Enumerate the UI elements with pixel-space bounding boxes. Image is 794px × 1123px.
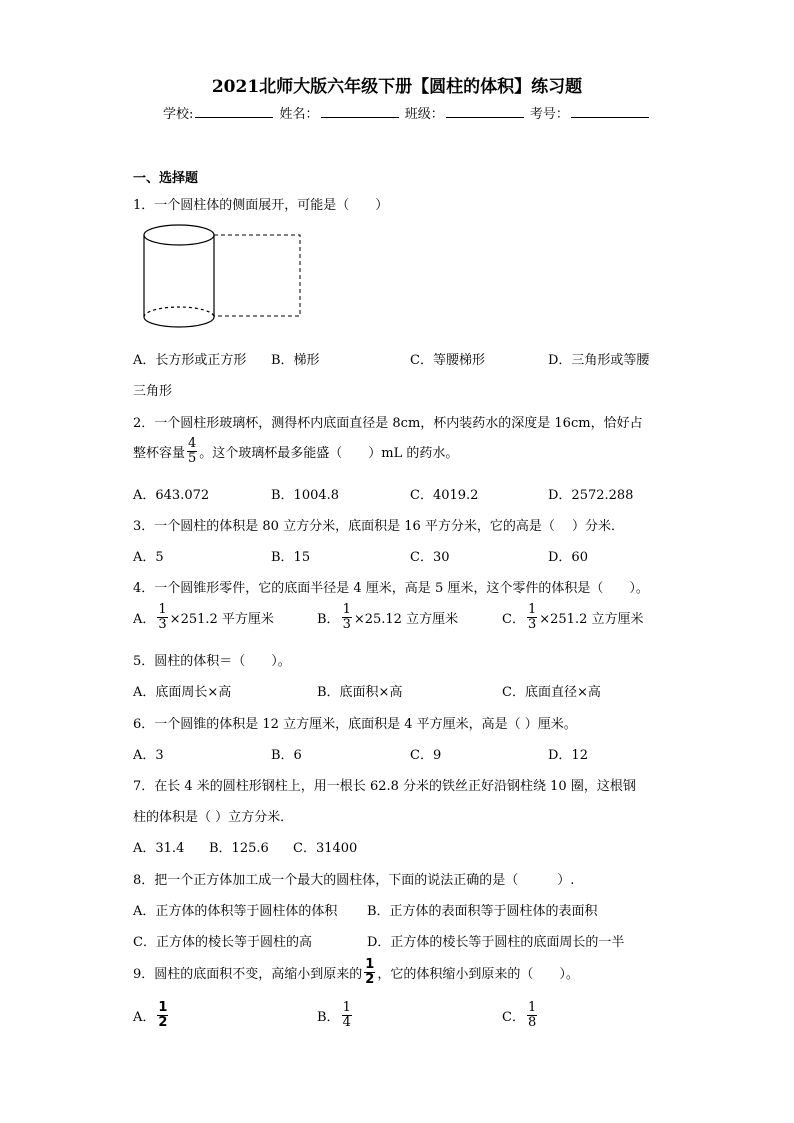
q4-option-b[interactable] (317, 603, 458, 632)
q9-a-label: A． (133, 1010, 156, 1025)
q9-b-fraction (342, 1001, 352, 1030)
q4-option-c[interactable] (502, 603, 643, 632)
q6-option-b[interactable]: B．6 (271, 748, 302, 763)
q7-stem-line2: 柱的体积是（ ）立方分米． (133, 810, 294, 825)
q5-option-b[interactable]: B．底面积×高 (317, 685, 403, 700)
q2-stem-text: 整杯容量 (133, 446, 186, 461)
q2-frac-num: 4 (188, 436, 197, 451)
q4-b-frac-num: 1 (342, 602, 351, 617)
q9-b-frac-den: 4 (342, 1015, 351, 1030)
q3-stem: 3．一个圆柱的体积是 80 立方分米，底面积是 16 平方分米，它的高是（ ）分米． (133, 519, 625, 534)
q9-option-a[interactable] (133, 1001, 170, 1030)
q4-c-frac-den: 3 (527, 617, 537, 632)
q8-option-a[interactable]: A．正方体的体积等于圆柱体的体积 (133, 904, 338, 919)
q4-b-fraction (342, 603, 352, 632)
q9-b-frac-num: 1 (342, 1000, 351, 1015)
q9-a-frac-num: 1 (158, 1000, 168, 1015)
q8-option-c[interactable]: C．正方体的棱长等于圆柱的高 (133, 935, 312, 950)
q9-frac-num: 1 (365, 957, 375, 972)
q2-option-d[interactable]: D．2572.288 (548, 488, 634, 503)
q4-a-text: ×251.2 平方厘米 (169, 612, 274, 627)
q1-option-a[interactable]: A．长方形或正方形 (133, 353, 247, 368)
q2-fraction (187, 437, 197, 466)
q3-option-a[interactable]: A．5 (133, 550, 164, 565)
cylinder-top-ellipse (144, 225, 214, 245)
q6-stem: 6．一个圆锥的体积是 12 立方厘米，底面积是 4 平方厘米，高是（ ）厘米。 (133, 717, 577, 732)
q9-fraction (364, 958, 375, 987)
q5-stem: 5．圆柱的体积＝（ ）。 (133, 654, 291, 669)
q4-a-fraction (157, 603, 167, 632)
q4-b-text: ×25.12 立方厘米 (353, 612, 459, 627)
q4-b-frac-den: 3 (342, 617, 351, 632)
q3-option-c[interactable]: C．30 (410, 550, 450, 565)
q9-c-label: C． (502, 1010, 525, 1025)
q4-b-label: B． (317, 612, 340, 627)
q6-option-a[interactable]: A．3 (133, 748, 164, 763)
q9-frac-den: 2 (365, 972, 375, 987)
school-label: 学校: (163, 107, 194, 122)
q9-c-frac-den: 8 (527, 1015, 537, 1030)
q4-option-a[interactable] (133, 603, 274, 632)
q4-a-frac-num: 1 (158, 602, 167, 617)
q1-option-b[interactable]: B．梯形 (271, 353, 320, 368)
q4-c-text: ×251.2 立方厘米 (539, 612, 644, 627)
q3-option-b[interactable]: B．15 (271, 550, 311, 565)
q1-option-d[interactable]: D．三角形或等腰 (548, 353, 650, 368)
q9-stem (133, 958, 579, 987)
q9-b-label: B． (317, 1010, 340, 1025)
cylinder-unfold-figure (138, 220, 306, 334)
exam-no-label: 考号： (529, 107, 569, 122)
q5-option-c[interactable]: C．底面直径×高 (502, 685, 601, 700)
name-blank[interactable] (321, 105, 399, 118)
q4-stem: 4．一个圆锥形零件，它的底面半径是 4 厘米，高是 5 厘米，这个零件的体积是（ ）。 (133, 581, 649, 596)
q6-option-d[interactable]: D．12 (548, 748, 588, 763)
q2-option-c[interactable]: C．4019.2 (410, 488, 479, 503)
q9-a-fraction (157, 1001, 168, 1030)
q2-stem-line1: 2．一个圆柱形玻璃杯，测得杯内底面直径是 8cm，杯内装药水的深度是 16cm，恰好占 (133, 416, 643, 431)
q8-option-d[interactable]: D．正方体的棱长等于圆柱的底面周长的一半 (367, 935, 625, 950)
q6-option-c[interactable]: C．9 (410, 748, 442, 763)
q1-option-c[interactable]: C．等腰梯形 (410, 353, 485, 368)
q9-a-frac-den: 2 (158, 1015, 168, 1030)
q4-c-fraction (527, 603, 537, 632)
unfolded-side-dashed-rect (214, 235, 300, 316)
q7-option-a[interactable]: A．31.4 (133, 841, 185, 856)
name-label: 姓名： (279, 107, 319, 122)
q2-frac-den: 5 (188, 451, 197, 466)
q7-stem-line1: 7．在长 4 米的圆柱形钢柱上，用一根长 62.8 分米的铁丝正好沿钢柱绕 10 圈，这根钢 (133, 779, 636, 794)
school-blank[interactable] (195, 105, 273, 118)
q5-option-a[interactable]: A．底面周长×高 (133, 685, 232, 700)
cylinder-bottom-back (144, 307, 214, 317)
student-info-line (163, 103, 651, 122)
q4-c-label: C． (502, 612, 525, 627)
q9-c-frac-num: 1 (527, 1000, 537, 1015)
exam-no-blank[interactable] (571, 105, 649, 118)
q8-option-b[interactable]: B．正方体的表面积等于圆柱体的表面积 (367, 904, 598, 919)
q9-stem-text-2: ，它的体积缩小到原来的（ ）。 (377, 967, 579, 982)
class-label: 班级： (404, 107, 444, 122)
q1-option-d-continued: 三角形 (133, 384, 173, 399)
q2-stem-line2 (133, 437, 458, 466)
q2-option-b[interactable]: B．1004.8 (271, 488, 340, 503)
class-blank[interactable] (446, 105, 524, 118)
q9-option-b[interactable] (317, 1001, 354, 1030)
q2-option-a[interactable]: A．643.072 (133, 488, 210, 503)
q9-option-c[interactable] (502, 1001, 539, 1030)
q7-option-c[interactable]: C．31400 (293, 841, 358, 856)
q7-option-b[interactable]: B．125.6 (209, 841, 269, 856)
q2-stem-text-2: 。这个玻璃杯最多能盛（ ）mL 的药水。 (199, 446, 459, 461)
q9-stem-text: 9．圆柱的底面积不变，高缩小到原来的 (133, 967, 363, 982)
q4-a-frac-den: 3 (158, 617, 167, 632)
q1-stem: 1．一个圆柱体的侧面展开，可能是（ ） (133, 198, 389, 213)
q3-option-d[interactable]: D．60 (548, 550, 588, 565)
q9-c-fraction (527, 1001, 537, 1030)
page-title: 2021北师大版六年级下册【圆柱的体积】练习题 (211, 77, 583, 97)
section-heading: 一、选择题 (133, 171, 199, 186)
q4-a-label: A． (133, 612, 156, 627)
q8-stem: 8．把一个正方体加工成一个最大的圆柱体，下面的说法正确的是（ ）. (133, 873, 575, 888)
q4-c-frac-num: 1 (527, 602, 537, 617)
cylinder-bottom-front (144, 317, 214, 327)
